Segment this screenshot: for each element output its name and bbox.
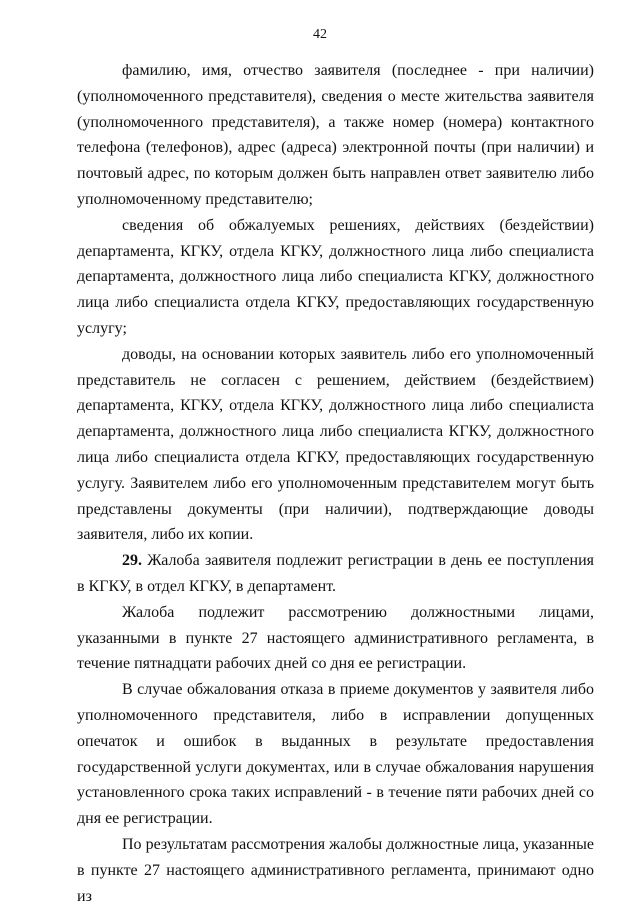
paragraph-arguments: доводы, на основании которых заявитель либо его уполномоченный представитель не согласен с решением, действием (бездействием) департамента, КГКУ, отдела КГКУ, должностного лица либо специалиста департамента, должностного лица либо специалиста КГКУ, должностного лица либо специалиста отдела КГКУ, предоставляющих государственную услугу. Заявителем либо его уполномоченным представителем могут быть представлены документы (при наличии), подтверждающие доводы заявителя, либо их копии. (77, 345, 594, 544)
paragraph-applicant-details: фамилию, имя, отчество заявителя (последнее - при наличии) (уполномоченного представителя), сведения о месте жительства заявителя (уполномоченного представителя), а также номер (номера) контактного телефона (телефонов), адрес (адреса) электронной почты (при наличии) и почтовый адрес, по которым должен быть направлен ответ заявителю либо уполномоченному представителю; (77, 62, 594, 208)
document-body (77, 58, 594, 909)
paragraph-appealed-decisions: сведения об обжалуемых решениях, действиях (бездействии) департамента, КГКУ, отдела КГКУ, должностного лица либо специалиста департамента, должностного лица либо специалиста КГКУ, должностного лица либо специалиста отдела КГКУ, предоставляющих государственную услугу; (77, 216, 594, 337)
page-number: 42 (313, 27, 327, 42)
paragraph-item-29 (77, 548, 594, 600)
item-29-text: Жалоба заявителя подлежит регистрации в день ее поступления в КГКУ, в отдел КГКУ, в департамент. (77, 552, 594, 595)
item-number: 29. (122, 552, 142, 570)
paragraph-refusal-appeal: В случае обжалования отказа в приеме документов у заявителя либо уполномоченного представителя, либо в исправлении допущенных опечаток и ошибок в выданных в результате предоставления государственной услуги документах, или в случае обжалования нарушения установленного срока таких исправлений - в течение пяти рабочих дней со дня ее регистрации. (77, 681, 594, 828)
paragraph-review-period: Жалоба подлежит рассмотрению должностными лицами, указанными в пункте 27 настоящего административного регламента, в течение пятнадцати рабочих дней со дня ее регистрации. (77, 603, 594, 673)
paragraph-review-results: По результатам рассмотрения жалобы должностные лица, указанные в пункте 27 настоящего административного регламента, принимают одно из (77, 835, 594, 905)
